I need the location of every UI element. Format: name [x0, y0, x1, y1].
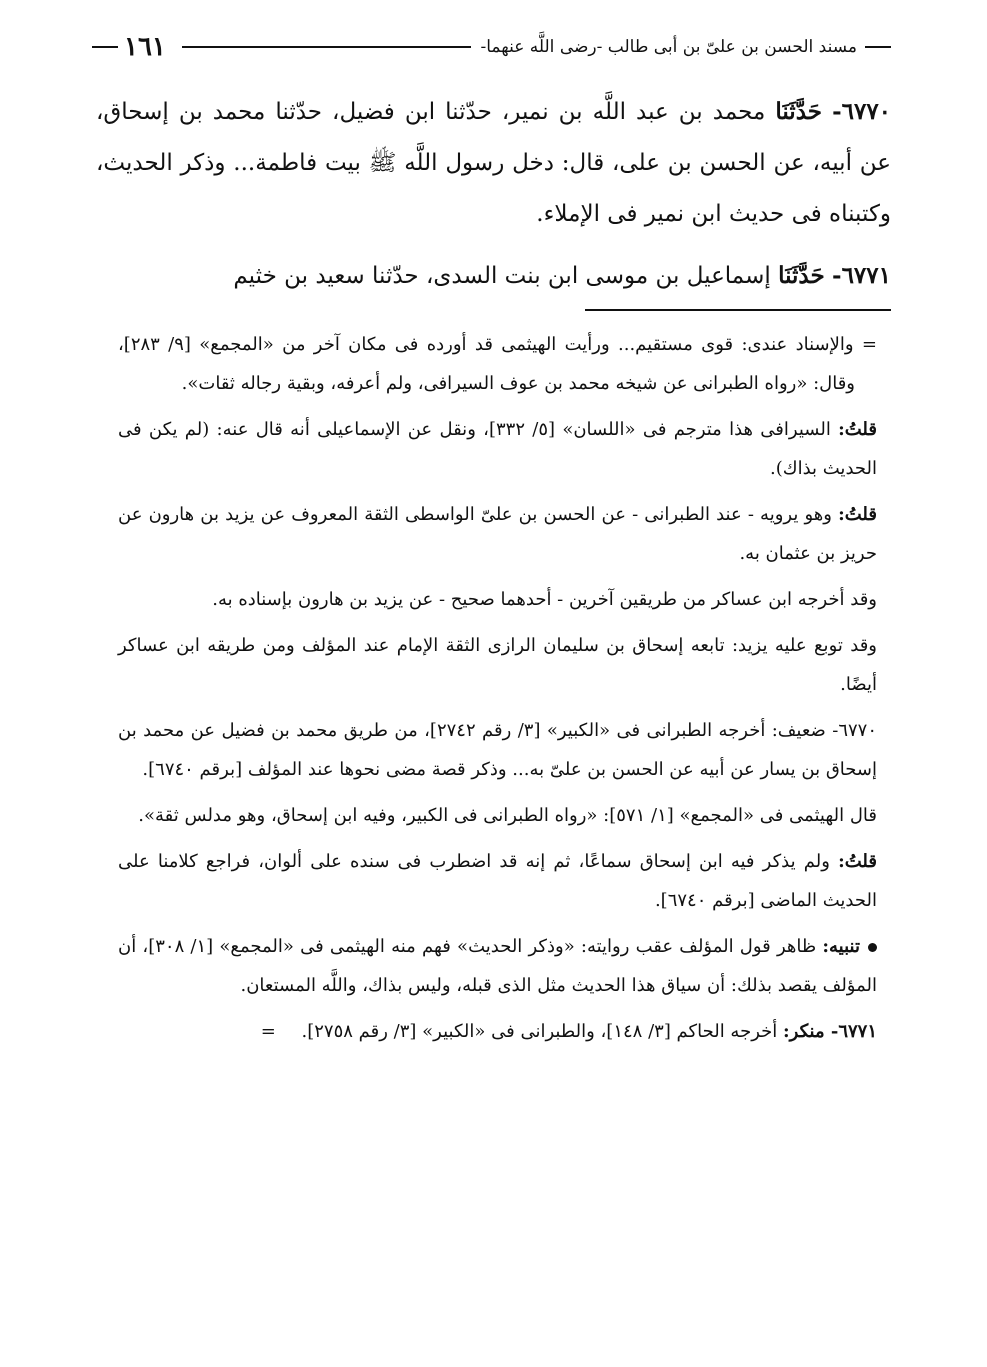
hadith-opening: حَدَّثَنَا — [775, 98, 822, 125]
hadith-6770 — [96, 86, 891, 240]
main-text — [96, 86, 891, 312]
footnote-paragraph: وقد أخرجه ابن عساكر من طريقين آخرين - أحدهما صحيح - عن يزيد بن هارون بإسناده به. — [212, 589, 877, 610]
footnote-text: أخرجه الحاكم [٣/ ١٤٨]، والطبرانى فى «الكبير» [٣/ رقم ٢٧٥٨]. — [301, 1021, 778, 1042]
footnote-6770 — [118, 711, 877, 789]
footnote-text: والإسناد عندى: قوى مستقيم... ورأيت الهيثمى قد أورده فى مكان آخر من «المجمع» [٩/ ٢٨٣]، وقال: «رواه الطبرانى عن شيخه محمد بن عوف السيرافى، ولم أعرفه، وبقية رجاله ثقات». — [118, 334, 855, 394]
continuation-marker: = — [861, 334, 877, 355]
hadith-number: ٦٧٧١- — [832, 262, 891, 289]
header-rule-right — [865, 46, 891, 48]
footnote-separator — [585, 309, 891, 311]
comment-label: قلتُ: — [838, 851, 877, 872]
comment-label: قلتُ: — [838, 419, 877, 440]
bullet-icon — [868, 943, 877, 952]
hadith-opening: حَدَّثَنَا — [778, 262, 825, 289]
header-rule-middle — [182, 46, 471, 48]
note-label: تنبيه: — [822, 936, 860, 957]
comment-label: قلتُ: — [838, 504, 877, 525]
footnote-comment — [118, 410, 877, 488]
hadith-number: ٦٧٧٠- — [832, 98, 892, 125]
footnote-text: أخرجه الطبرانى فى «الكبير» [٣/ رقم ٢٧٤٢]، من طريق محمد بن فضيل عن محمد بن إسحاق بن يسار عن أبيه عن الحسن بن علىّ به... وذكر قصة مضى نحوها عند المؤلف [برقم ٦٧٤٠]. — [118, 720, 877, 780]
footnote-grade: ٦٧٧٠- ضعيف: — [771, 720, 877, 741]
footnote-continuation — [118, 325, 877, 403]
hadith-6771 — [96, 250, 891, 302]
footnotes — [118, 325, 877, 1058]
header-title: مسند الحسن بن علىّ بن أبى طالب -رضى اللَّه عنهما- — [480, 37, 857, 57]
footnote-paragraph: وقد توبع عليه يزيد: تابعه إسحاق بن سليمان الرازى الثقة الإمام عند المؤلف ومن طريقه ابن عساكر أيضًا. — [118, 635, 877, 695]
footnote-6771 — [118, 1012, 877, 1051]
footnote-grade: ٦٧٧١- منكر: — [783, 1021, 877, 1042]
footnote-paragraph: قال الهيثمى فى «المجمع» [١/ ٥٧١]: «رواه الطبرانى فى الكبير، وفيه ابن إسحاق، وهو مدلس ثقة». — [138, 805, 877, 826]
header-rule-left — [92, 46, 118, 48]
hadith-text: محمد بن عبد اللَّه بن نمير، حدّثنا ابن فضيل، حدّثنا محمد بن إسحاق، عن أبيه، عن الحسن بن على، قال: دخل رسول اللَّه ﷺ بيت فاطمة... وذكر الحديث، وكتبناه فى حديث ابن نمير فى الإملاء. — [96, 99, 891, 227]
hadith-text: إسماعيل بن موسى ابن بنت السدى، حدّثنا سعيد بن خثيم — [233, 263, 771, 289]
footnote-note — [118, 927, 877, 1005]
footnote-text: ظاهر قول المؤلف عقب روايته: «وذكر الحديث» فهم منه الهيثمى فى «المجمع» [١/ ٣٠٨]، أن المؤلف يقصد بذلك: أن سياق هذا الحديث مثل الذى قبله، وليس بذاك، واللَّه المستعان. — [118, 936, 877, 996]
running-header — [92, 30, 891, 64]
footnote-text: ولم يذكر فيه ابن إسحاق سماعًا، ثم إنه قد اضطرب فى سنده على ألوان، فراجع كلامنا على الحديث الماضى [برقم ٦٧٤٠]. — [118, 851, 877, 911]
footnote-text: السيرافى هذا مترجم فى «اللسان» [٥/ ٣٣٢]، ونقل عن الإسماعيلى أنه قال عنه: (لم يكن فى الحديث بذاك). — [118, 419, 877, 479]
continuation-marker: = — [260, 1021, 276, 1042]
footnote-comment — [118, 495, 877, 573]
footnote-comment — [118, 842, 877, 920]
page-number: ١٦١ — [124, 32, 166, 62]
footnote-text: وهو يرويه - عند الطبرانى - عن الحسن بن علىّ الواسطى الثقة المعروف عن يزيد بن هارون عن حريز بن عثمان به. — [118, 504, 877, 564]
